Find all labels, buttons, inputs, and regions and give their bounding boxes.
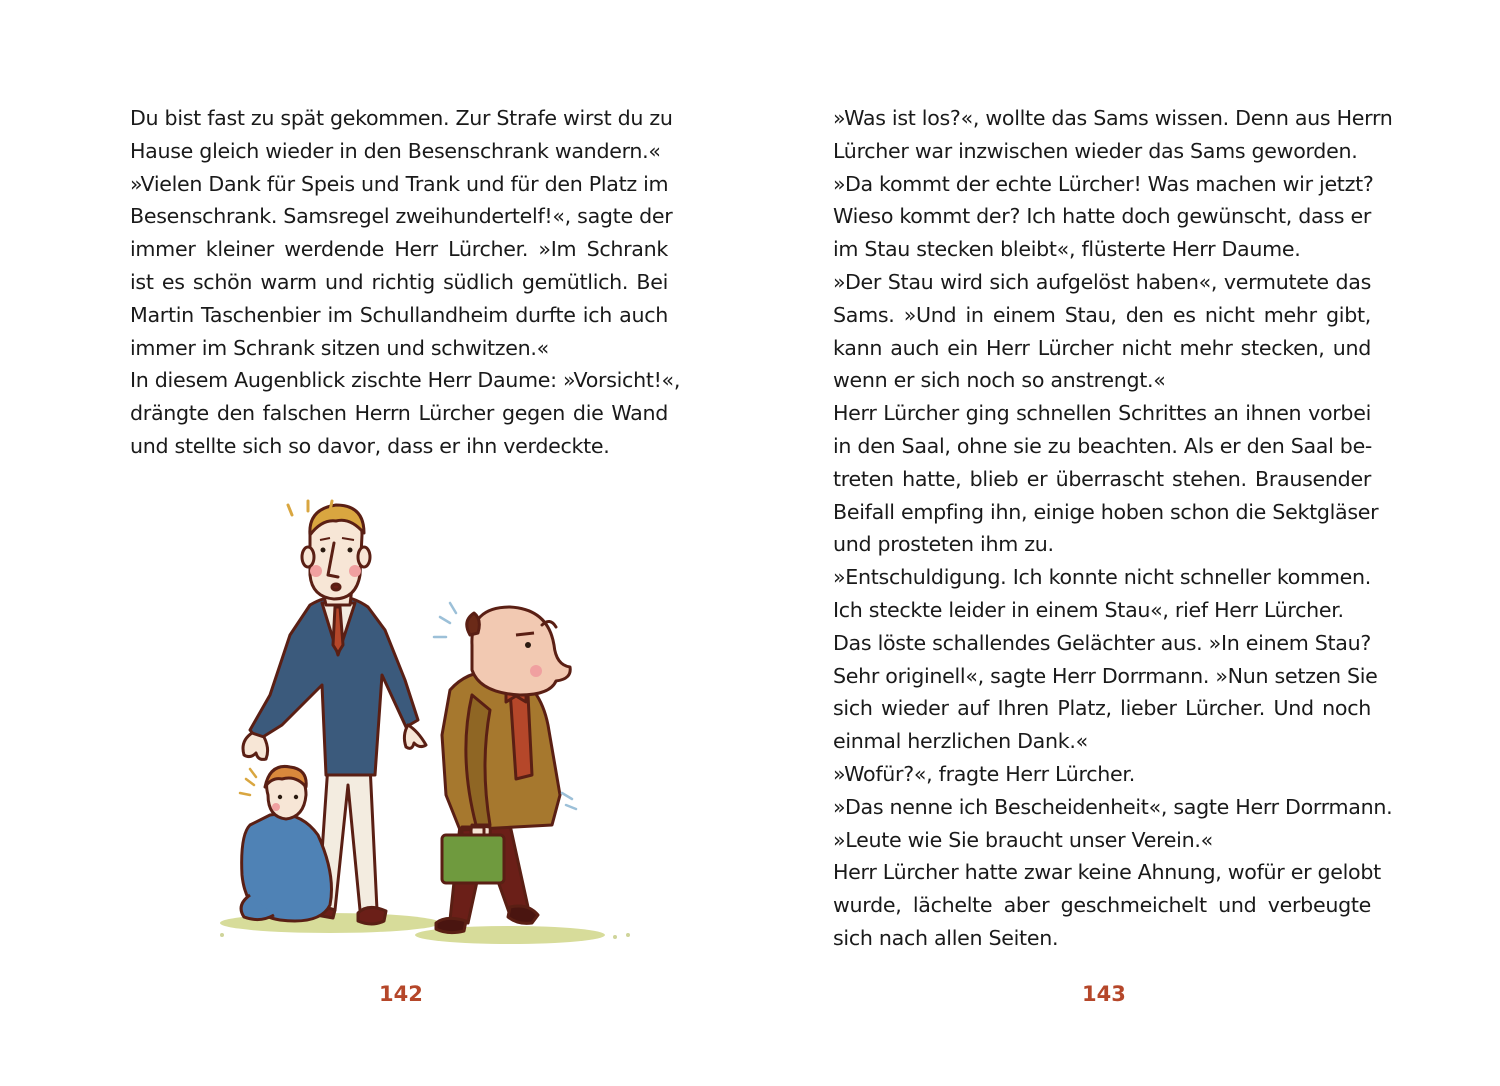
text-line: »Leute wie Sie braucht unser Verein.« [833,827,1213,852]
text-line: Du bist fast zu spät gekommen. Zur Strafe wirst du zu [130,106,673,130]
page-number: 143 [1082,982,1126,1006]
bald-man-figure [436,607,570,933]
text-line: wenn er sich noch so anstrengt.« [833,368,1166,393]
right-page-text [833,102,1393,955]
text-line: »Was ist los?«, wollte das Sams wissen. Denn aus Herrn [833,106,1393,130]
text-line: sich nach allen Seiten. [833,925,1059,950]
child-figure [241,766,331,921]
text-line: drängte den falschen Herrn Lürcher gegen die Wand [130,401,668,426]
text-line: Besenschrank. Samsregel zweihundertelf!«, sagte der [130,204,673,229]
text-line: »Vielen Dank für Speis und Trank und für den Platz im [130,171,669,196]
right-page [750,0,1500,1086]
text-line: ist es schön warm und richtig südlich gemütlich. Bei [130,269,668,294]
text-line: »Der Stau wird sich aufgelöst haben«, vermutete das [833,269,1371,294]
illustration [210,495,640,955]
text-line: Herr Lürcher ging schnellen Schrittes an ihnen vorbei [833,401,1371,426]
text-line: wurde, lächelte aber geschmeichelt und verbeugte [833,893,1371,918]
text-line: treten hatte, blieb er überrascht stehen. Brausender [833,466,1371,491]
text-line: Wieso kommt der? Ich hatte doch gewünscht, dass er [833,204,1371,229]
page-number: 142 [379,982,423,1006]
left-page-text [130,102,681,463]
text-line: und prosteten ihm zu. [833,532,1054,557]
text-line: In diesem Augenblick zischte Herr Daume: »Vorsicht!«, [130,368,681,393]
text-line: Lürcher war inzwischen wieder das Sams geworden. [833,138,1358,163]
text-line: »Das nenne ich Bescheidenheit«, sagte Herr Dorrmann. [833,794,1393,819]
text-line: Sams. »Und in einem Stau, den es nicht mehr gibt, [833,302,1371,327]
text-line: Martin Taschenbier im Schullandheim durfte ich auch [130,302,668,327]
text-line: und stellte sich so davor, dass er ihn verdeckte. [130,433,610,458]
text-line: in den Saal, ohne sie zu beachten. Als er den Saal be- [833,433,1373,458]
text-line: »Wofür?«, fragte Herr Lürcher. [833,761,1135,786]
text-line: Das löste schallendes Gelächter aus. »In einem Stau? [833,630,1371,655]
text-line: sich wieder auf Ihren Platz, lieber Lürcher. Und noch [833,696,1371,721]
text-line: Herr Lürcher hatte zwar keine Ahnung, wofür er gelobt [833,860,1381,885]
text-line: einmal herzlichen Dank.« [833,729,1088,754]
text-line: immer im Schrank sitzen und schwitzen.« [130,335,549,360]
text-line: kann auch ein Herr Lürcher nicht mehr stecken, und [833,335,1371,360]
text-line: »Da kommt der echte Lürcher! Was machen wir jetzt? [833,171,1374,196]
text-line: Ich steckte leider in einem Stau«, rief Herr Lürcher. [833,597,1344,622]
text-line: »Entschuldigung. Ich konnte nicht schneller kommen. [833,565,1371,590]
text-line: Hause gleich wieder in den Besenschrank wandern.« [130,138,661,163]
text-line: immer kleiner werdende Herr Lürcher. »Im Schrank [130,237,668,262]
text-line: Sehr originell«, sagte Herr Dorrmann. »Nun setzen Sie [833,663,1378,688]
text-line: Beifall empfing ihn, einige hoben schon die Sektgläser [833,499,1379,524]
text-line: im Stau stecken bleibt«, flüsterte Herr Daume. [833,237,1301,262]
